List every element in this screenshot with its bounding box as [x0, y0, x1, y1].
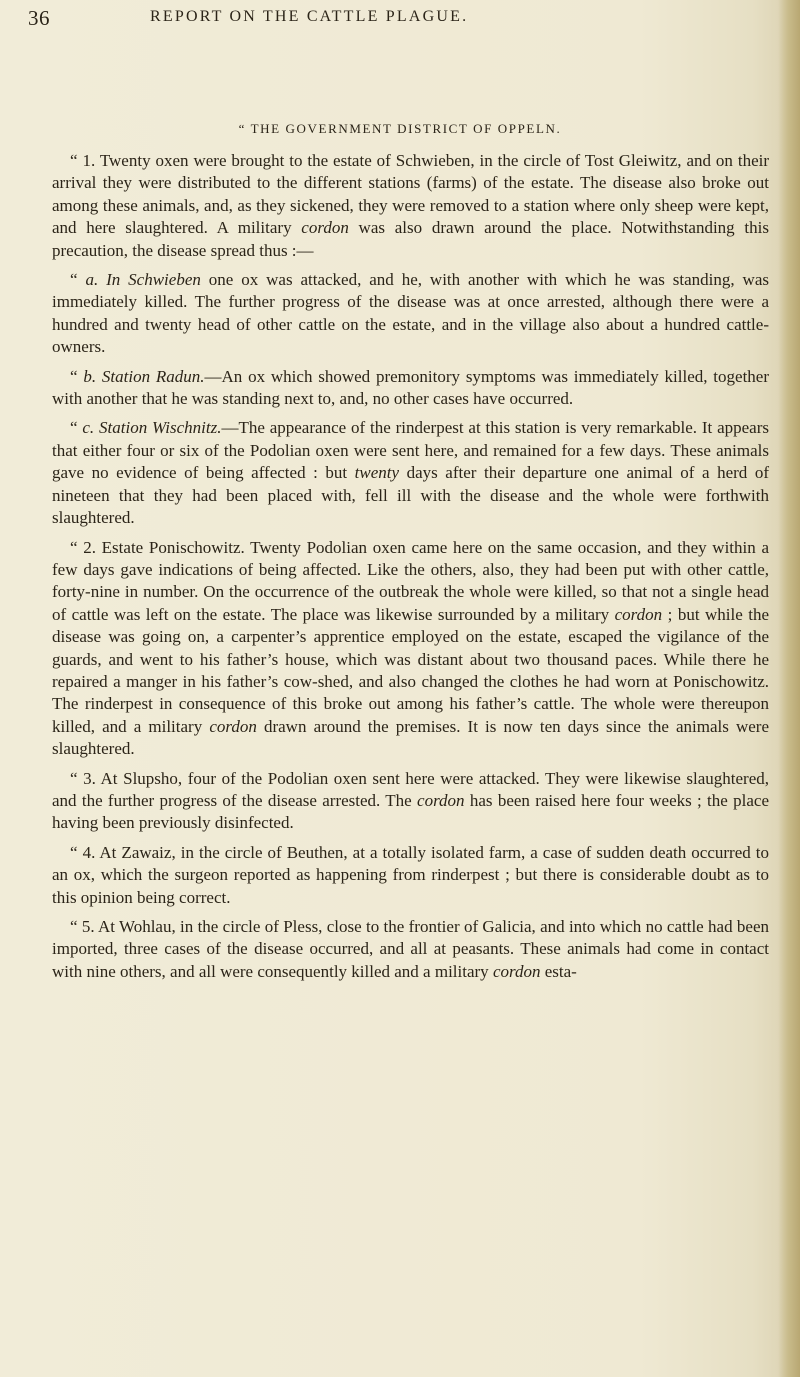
italic-run: twenty — [354, 463, 400, 483]
italic-run: cordon — [209, 716, 257, 736]
paragraph — [52, 366, 769, 411]
text-run: days after their departure one animal of a herd of nineteen that they had been placed with, fell ill with the disease and the whole were forthwith slaughtered. — [52, 463, 770, 528]
running-head — [28, 6, 768, 30]
binding-edge — [778, 0, 800, 1377]
text-run: “ 3. At Slupsho, four of the Podolian oxen sent here were attacked. They were likewise slaughtered, and the further progress of the disease arrested. The — [52, 768, 769, 810]
italic-run: a. In Schwieben — [85, 270, 201, 290]
paragraph — [52, 269, 769, 359]
paragraph — [52, 916, 769, 983]
paragraph — [52, 417, 769, 529]
paragraph — [52, 537, 769, 761]
text-run: “ 2. Estate Ponischowitz. Twenty Podolian oxen came here on the same occasion, and they within a few days gave indications of being affected. Like the others, also, they had been put with other cattle, forty-nine in number. On the occurrence of the outbreak the whole were killed, so that not a single head of cattle was left on the estate. The place was likewise surrounded by a military — [52, 537, 769, 624]
text-run: one ox was attacked, and he, with another with which he was standing, was immediately killed. The further progress of the disease was at once arrested, although there were a hundred and twenty head of other cattle on the estate, and in the village also about a hundred cattle-owners. — [52, 270, 769, 357]
text-run: drawn around the premises. It is now ten days since the animals were slaughtered. — [52, 716, 769, 759]
body-text — [52, 150, 769, 990]
text-run: “ 5. At Wohlau, in the circle of Pless, close to the frontier of Galicia, and into which no cattle had been imported, three cases of the disease occurred, and all at peasants. These animals had come in contact with nine others, and all were consequently killed and a military — [52, 917, 769, 981]
running-title: REPORT ON THE CATTLE PLAGUE. — [150, 8, 469, 25]
text-run: ; but while the disease was going on, a carpenter’s apprentice employed on the estate, escaped the vigilance of the guards, and went to his father’s house, which was distant about two thousand paces. While there he repaired a manger in his father’s cow-shed, and also changed the clothes he had worn at Ponischowitz. The rinderpest in consequence of this broke out among his father’s cattle. The whole were thereupon killed, and a military — [52, 604, 770, 736]
text-run: esta- — [540, 961, 577, 981]
text-run: was also drawn around the place. Notwithstanding this precaution, the disease spread thus :— — [52, 218, 769, 260]
text-run: —The appearance of the rinderpest at this station is very remarkable. It appears that either four or six of the Podolian oxen were sent here, and remained for a few days. These animals gave no evidence of being affected : but — [52, 418, 769, 483]
paragraph — [52, 150, 769, 262]
italic-run: cordon — [417, 790, 465, 810]
text-run: “ 4. At Zawaiz, in the circle of Beuthen, at a totally isolated farm, a case of sudden death occurred to an ox, which the surgeon reported as happening from rinderpest ; but there is considerable doubt as to this opinion being correct. — [52, 842, 769, 907]
italic-run: cordon — [492, 961, 541, 981]
text-run: —An ox which showed premonitory symptoms was immediately killed, together with another that he was standing next to, and, no other cases have occurred. — [52, 366, 769, 409]
text-run: “ — [70, 270, 86, 290]
text-run: “ — [70, 418, 83, 438]
text-run: has been raised here four weeks ; the place having been previously disinfected. — [52, 790, 769, 833]
text-run: “ 1. Twenty oxen were brought to the estate of Schwieben, in the circle of Tost Gleiwitz, and on their arrival they were distributed to the different stations (farms) of the estate. The disease also broke out among these animals, and, as they sickened, they were removed to a station where only sheep were kept, and here slaughtered. A military — [52, 151, 769, 238]
section-heading: “ THE GOVERNMENT DISTRICT OF OPPELN. — [238, 121, 562, 136]
italic-run: cordon — [614, 604, 663, 624]
page-number: 36 — [28, 6, 50, 30]
italic-run: b. Station Radun. — [83, 366, 205, 386]
text-run: “ — [70, 366, 84, 386]
italic-run: cordon — [301, 218, 349, 238]
italic-run: c. Station Wischnitz. — [82, 418, 222, 438]
paragraph — [52, 768, 769, 835]
paragraph — [52, 842, 769, 909]
